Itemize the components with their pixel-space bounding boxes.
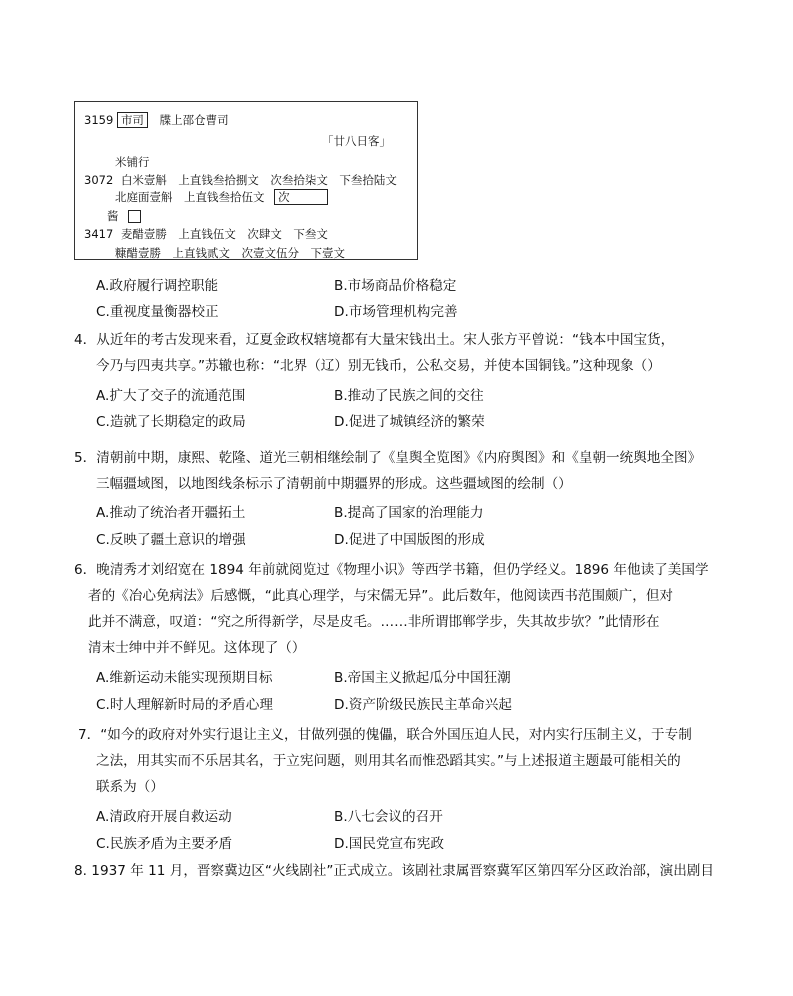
q3-option-d: D.市场管理机构完善 [334, 304, 458, 320]
q7-option-b: B.八七会议的召开 [334, 809, 443, 825]
q6-line-3: 此并不满意，叹道：“究之所得新学，尽是皮毛。……非所谓邯郸学步，失其故步欤？”此情形在 [88, 614, 660, 630]
q6-option-c: C.时人理解新时局的矛盾心理 [96, 697, 273, 713]
figure-row-2: 3072 白米壹斛 上直钱叁拾捌文 次叁拾柒文 下叁拾陆文 [84, 173, 397, 187]
figure-row-6: 糠醋壹勝 上直钱贰文 次壹文伍分 下壹文 [115, 246, 345, 260]
q6-line-2: 者的《冶心免病法》后感慨，“此真心理学，与宋儒无异”。此后数年，他阅读西书范围颇广，但对 [88, 588, 674, 604]
q4-option-a: A.扩大了交子的流通范围 [96, 388, 246, 404]
q5-line-2: 三幅疆域图，以地图线条标示了清朝前中期疆界的形成。这些疆域图的绘制（） [96, 476, 572, 492]
q5-option-b: B.提高了国家的治理能力 [334, 505, 484, 521]
q6-option-b: B.帝国主义掀起瓜分中国狂潮 [334, 670, 511, 686]
q4-option-d: D.促进了城镇经济的繁荣 [334, 414, 485, 430]
figure-boxed-value: 次 [274, 189, 328, 205]
q4-option-c: C.造就了长期稳定的政局 [96, 414, 246, 430]
document-figure [74, 101, 418, 260]
figure-row-4: 酱 [107, 208, 141, 224]
q4-line-1: 4．从近年的考古发现来看，辽夏金政权辖境都有大量宋钱出土。宋人张方平曾说：“钱本中国宝货， [74, 332, 675, 348]
figure-row-3: 北庭面壹斛 上直钱叁拾伍文 次 [115, 189, 328, 205]
figure-shop: 米铺行 [115, 155, 150, 169]
figure-date: 「廿八日客」 [322, 134, 391, 148]
figure-row-5: 3417 麦醋壹勝 上直钱伍文 次肆文 下叁文 [84, 227, 328, 241]
q6-option-a: A.维新运动未能实现预期目标 [96, 670, 273, 686]
q6-line-1: 6．晚清秀才刘绍宽在 1894 年前就阅览过《物理小识》等西学书籍，但仍学经义。1896 年他读了美国学 [74, 562, 709, 578]
figure-boxed-label: 市司 [117, 112, 148, 128]
q5-option-a: A.推动了统治者开疆拓土 [96, 505, 246, 521]
q3-option-a: A.政府履行调控职能 [96, 278, 219, 294]
q8-line-1: 8. 1937 年 11 月，晋察冀边区“火线剧社”正式成立。该剧社隶属晋察冀军区第四军分区政治部，演出剧目 [74, 863, 714, 879]
figure-row-1: 3159 市司 牒上邵仓曹司 [84, 113, 229, 127]
q7-line-1: 7．“如今的政府对外实行退让主义，甘做列强的傀儡，联合外国压迫人民，对内实行压制主义，于专制 [78, 727, 692, 743]
q6-line-4: 清末士绅中并不鲜见。这体现了（） [88, 640, 306, 656]
q4-line-2: 今乃与四夷共享。”苏辙也称：“北界（辽）别无钱币，公私交易，并使本国铜钱。”这种现象（） [96, 358, 661, 374]
q5-option-c: C.反映了疆土意识的增强 [96, 532, 246, 548]
q4-option-b: B.推动了民族之间的交往 [334, 388, 484, 404]
q7-option-d: D.国民党宣布宪政 [334, 836, 444, 852]
q6-option-d: D.资产阶级民族民主革命兴起 [334, 697, 512, 713]
q7-option-c: C.民族矛盾为主要矛盾 [96, 836, 233, 852]
figure-empty-box [128, 210, 141, 223]
q7-option-a: A.清政府开展自救运动 [96, 809, 232, 825]
q3-option-c: C.重视度量衡器校正 [96, 304, 219, 320]
q7-line-3: 联系为（） [96, 779, 164, 795]
q3-option-b: B.市场商品价格稳定 [334, 278, 457, 294]
q5-line-1: 5．清朝前中期，康熙、乾隆、道光三朝相继绘制了《皇舆全览图》《内府舆图》和《皇朝一统舆地全图》 [74, 450, 702, 466]
q5-option-d: D.促进了中国版图的形成 [334, 532, 485, 548]
q7-line-2: 之法，用其实而不乐居其名，于立宪问题，则用其名而惟恐蹈其实。”与上述报道主题最可能相关的 [96, 753, 681, 769]
